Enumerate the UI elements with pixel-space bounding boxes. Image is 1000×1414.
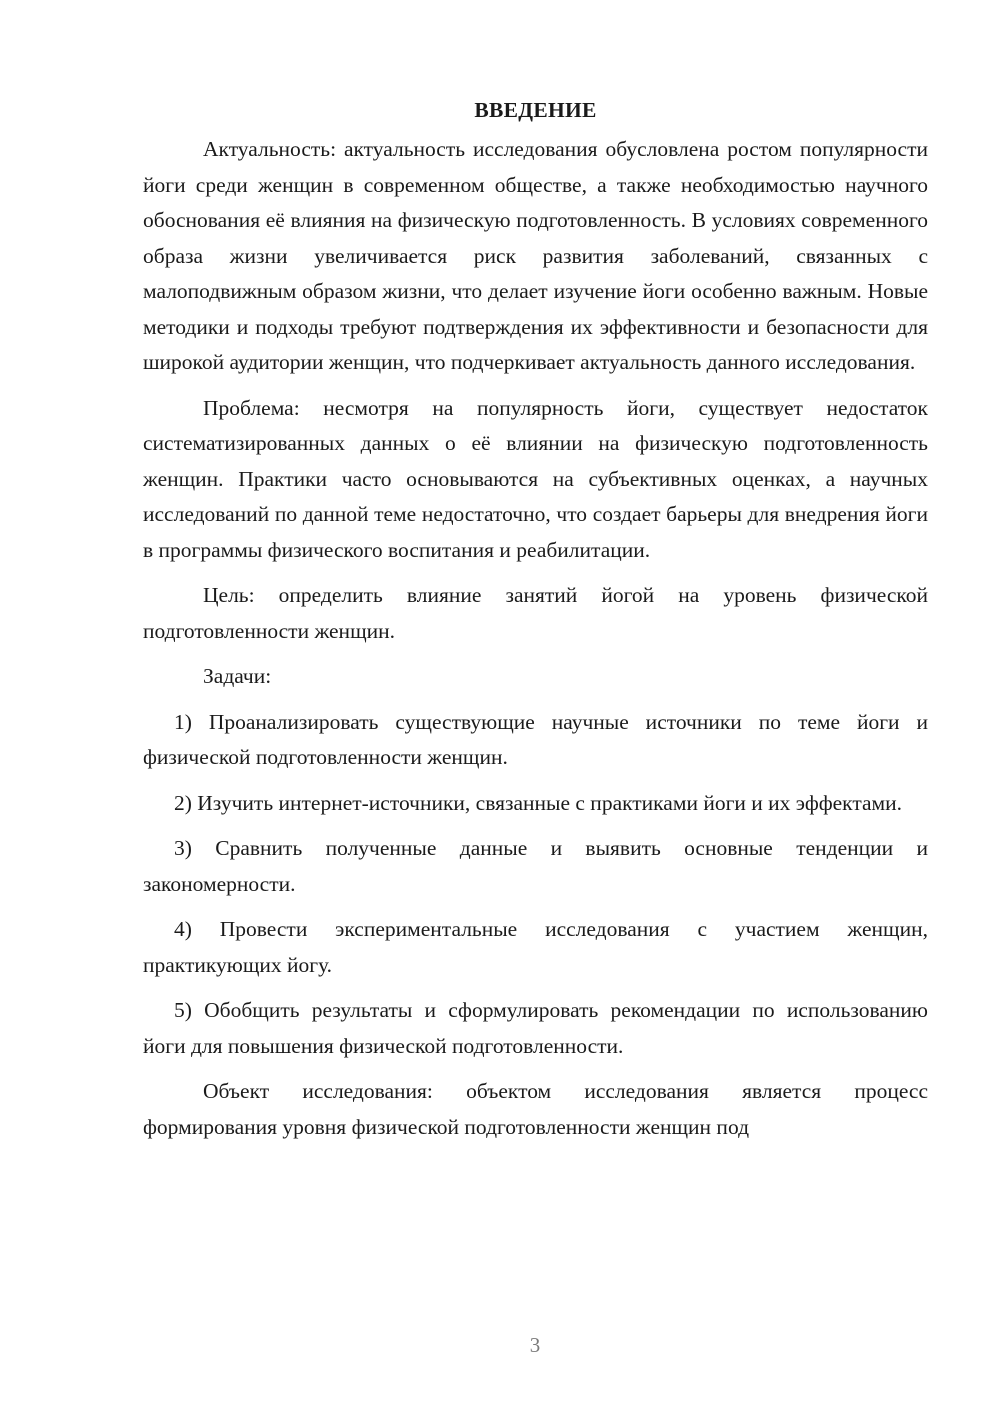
problem-paragraph: Проблема: несмотря на популярность йоги, существует недостаток систематизированных данных о её влиянии на физическую подготовленность женщин. Практики часто основываются на субъективных оценках, а научных исследований по данной теме недостаточно, что создает барьеры для внедрения йоги в программы физического воспитания и реабилитации. [143, 395, 928, 562]
task-item: 3) Сравнить полученные данные и выявить основные тенденции и закономерности. [143, 836, 928, 896]
goal-paragraph: Цель: определить влияние занятий йогой на уровень физической подготовленности женщин. [143, 583, 928, 643]
document-page [143, 93, 928, 1145]
task-item: 5) Обобщить результаты и сформулировать рекомендации по использованию йоги для повышения физической подготовленности. [143, 998, 928, 1058]
task-item: 4) Провести экспериментальные исследования с участием женщин, практикующих йогу. [143, 917, 928, 977]
relevance-paragraph: Актуальность: актуальность исследования обусловлена ростом популярности йоги среди женщин в современном обществе, а также необходимостью научного обоснования её влияния на физическую подготовленность. В условиях современного образа жизни увеличивается риск развития заболеваний, связанных с малоподвижным образом жизни, что делает изучение йоги особенно важным. Новые методики и подходы требуют подтверждения их эффективности и безопасности для широкой аудитории женщин, что подчеркивает актуальность данного исследования. [143, 137, 928, 374]
tasks-label: Задачи: [203, 664, 272, 688]
object-paragraph: Объект исследования: объектом исследования является процесс формирования уровня физической подготовленности женщин под [143, 1079, 928, 1139]
task-item: 2) Изучить интернет-источники, связанные с практиками йоги и их эффектами. [174, 790, 903, 815]
section-heading: ВВЕДЕНИЕ [474, 98, 597, 122]
task-item: 1) Проанализировать существующие научные источники по теме йоги и физической подготовленности женщин. [143, 709, 928, 769]
page-number: 3 [529, 1333, 541, 1357]
